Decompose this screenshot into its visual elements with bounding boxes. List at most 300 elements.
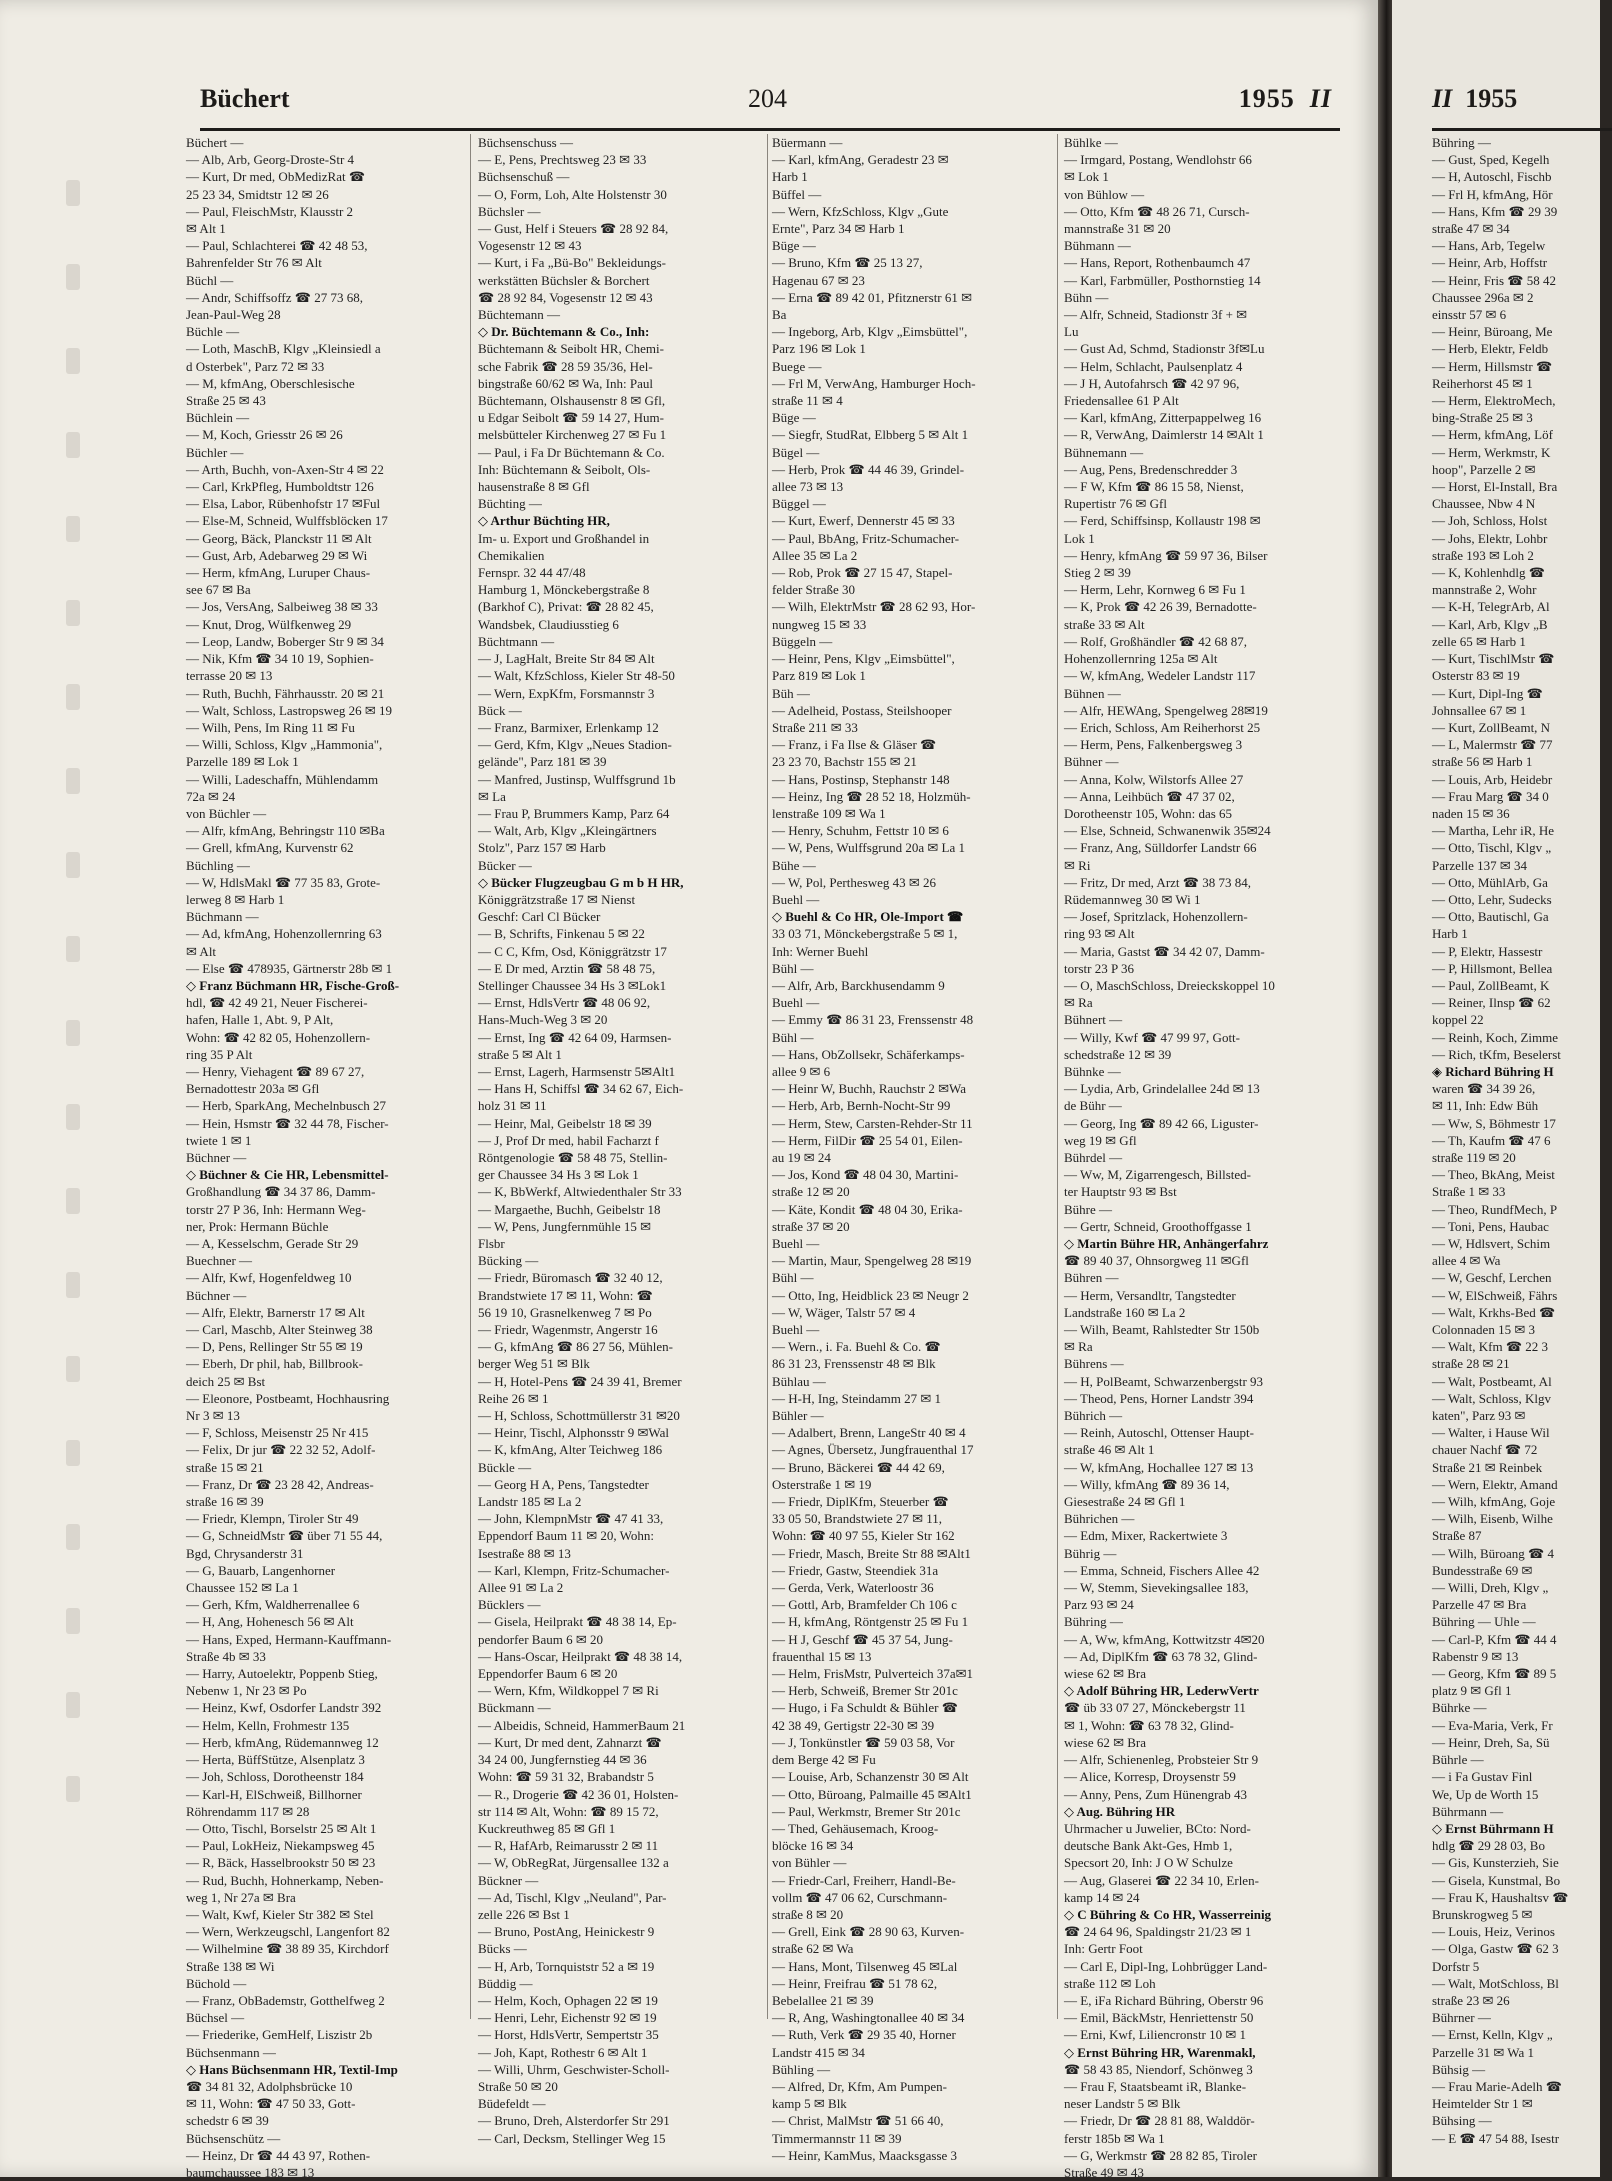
directory-entry-line: von Bühlow — bbox=[1064, 186, 1145, 202]
header-volume: II bbox=[1309, 84, 1332, 113]
directory-entry-line: — Jos, VersAng, Salbeiweg 38 ✉ 33 bbox=[186, 599, 378, 615]
directory-entry-line: Landstraße 160 ✉ La 2 bbox=[1064, 1304, 1186, 1320]
directory-entry-line: twiete 1 ✉ 1 bbox=[186, 1132, 252, 1148]
directory-entry-line: — A, Ww, kfmAng, Kottwitzstr 4✉20 bbox=[1064, 1631, 1265, 1647]
directory-entry-line: straße 62 ✉ Wa bbox=[772, 1941, 854, 1957]
directory-entry-line: — Ad, DiplKfm ☎ 63 78 32, Glind- bbox=[1064, 1648, 1258, 1664]
directory-entry-line: — Grell, Eink ☎ 28 90 63, Kurven- bbox=[772, 1924, 965, 1940]
directory-entry-line: — R, Ang, Washingtonallee 40 ✉ 34 bbox=[772, 2010, 965, 2026]
directory-entry-line: — Gerd, Kfm, Klgv „Neues Stadion- bbox=[478, 737, 672, 753]
directory-entry-line: Colonnaden 15 ✉ 3 bbox=[1432, 1322, 1535, 1338]
directory-entry-line: ◇ Dr. Büchtemann & Co., Inh: bbox=[478, 324, 650, 340]
directory-entry-line: — E, iFa Richard Bühring, Oberstr 96 bbox=[1064, 1992, 1264, 2008]
column-divider bbox=[470, 134, 471, 2019]
directory-entry-line: Büffel — bbox=[772, 186, 822, 202]
directory-entry-line: — Georg, Ing ☎ 89 42 66, Liguster- bbox=[1064, 1115, 1259, 1131]
directory-entry-line: Landstr 415 ✉ 34 bbox=[772, 2044, 865, 2060]
directory-entry-line: — Kurt, Ewerf, Dennerstr 45 ✉ 33 bbox=[772, 513, 955, 529]
directory-entry-line: — Joh, Schloss, Holst bbox=[1432, 513, 1548, 529]
directory-entry-line: — Ferd, Schiffsinsp, Kollaustr 198 ✉ bbox=[1064, 513, 1261, 529]
directory-entry-line: — Frau Marie-Adelh ☎ bbox=[1432, 2078, 1562, 2094]
directory-entry-line: — Karl-H, ElSchweiß, Billhorner bbox=[186, 1786, 362, 1802]
directory-entry-line: Bühn — bbox=[1064, 289, 1109, 305]
directory-entry-line: — Karl, Farbmüller, Posthornstieg 14 bbox=[1064, 272, 1261, 288]
column-divider bbox=[1057, 134, 1058, 2019]
directory-entry-line: Hohenzollernring 125a ✉ Alt bbox=[1064, 651, 1218, 667]
directory-entry-line: Inh: Gertr Foot bbox=[1064, 1941, 1143, 1957]
directory-entry-line: — Herm, Werkmstr, K bbox=[1432, 444, 1551, 460]
directory-entry-line: — Jos, Kond ☎ 48 04 30, Martini- bbox=[772, 1167, 959, 1183]
directory-entry-line: — Gottl, Arb, Bramfelder Ch 106 c bbox=[772, 1597, 957, 1613]
directory-entry-line: straße 119 ✉ 20 bbox=[1432, 1149, 1516, 1165]
directory-entry-line: holz 31 ✉ 11 bbox=[478, 1098, 547, 1114]
directory-entry-line: — Knut, Drog, Wülfkenweg 29 bbox=[186, 616, 352, 632]
directory-entry-line: — K, kfmAng, Alter Teichweg 186 bbox=[478, 1442, 663, 1458]
directory-entry-line: — F W, Kfm ☎ 86 15 58, Nienst, bbox=[1064, 479, 1244, 495]
directory-entry-line: — Georg, Bäck, Planckstr 11 ✉ Alt bbox=[186, 530, 372, 546]
directory-entry-line: — W, Wäger, Talstr 57 ✉ 4 bbox=[772, 1304, 916, 1320]
directory-entry-line: — C C, Kfm, Osd, Königgrätzstr 17 bbox=[478, 943, 667, 959]
directory-entry-line: Wohn: ☎ 42 82 05, Hohenzollern- bbox=[186, 1029, 371, 1045]
directory-entry-line: — Herm, FilDir ☎ 25 54 01, Eilen- bbox=[772, 1132, 963, 1148]
directory-entry-line: Specsort 20, Inh: J O W Schulze bbox=[1064, 1855, 1233, 1871]
directory-entry-line: Landstr 185 ✉ La 2 bbox=[478, 1494, 582, 1510]
directory-entry-line: — Wilh, Beamt, Rahlstedter Str 150b bbox=[1064, 1322, 1260, 1338]
directory-entry-line: — Friedr, Gastw, Steendiek 31a bbox=[772, 1562, 939, 1578]
directory-entry-line: ✉ La bbox=[478, 788, 506, 804]
directory-entry-line: — Heinz, Dr ☎ 44 43 97, Rothen- bbox=[186, 2147, 371, 2163]
directory-entry-line: pendorfer Baum 6 ✉ 20 bbox=[478, 1631, 603, 1647]
directory-entry-line: Buechner — bbox=[186, 1253, 253, 1269]
directory-entry-line: einsstr 57 ✉ 6 bbox=[1432, 307, 1507, 323]
directory-entry-line: Bühl — bbox=[772, 1270, 814, 1286]
directory-entry-line: — W, kfmAng, Hochallee 127 ✉ 13 bbox=[1064, 1459, 1254, 1475]
directory-entry-line: — Siegfr, StudRat, Elbberg 5 ✉ Alt 1 bbox=[772, 427, 969, 443]
directory-entry-line: berger Weg 51 ✉ Blk bbox=[478, 1356, 590, 1372]
directory-entry-line: — Franz, Ang, Sülldorfer Landstr 66 bbox=[1064, 840, 1257, 856]
directory-entry-line: — Ernst, HdlsVertr ☎ 48 06 92, bbox=[478, 995, 651, 1011]
directory-entry-line: Bühren — bbox=[1064, 1270, 1119, 1286]
directory-entry-line: — Herm, Lehr, Kornweg 6 ✉ Fu 1 bbox=[1064, 582, 1246, 598]
directory-entry-line: — Alfr, Schienenleg, Probsteier Str 9 bbox=[1064, 1752, 1259, 1768]
directory-entry-line: — W, Pol, Perthesweg 43 ✉ 26 bbox=[772, 874, 937, 890]
directory-entry-line: straße 193 ✉ Loh 2 bbox=[1432, 547, 1534, 563]
directory-entry-line: — H, kfmAng, Röntgenstr 25 ✉ Fu 1 bbox=[772, 1614, 969, 1630]
directory-entry-line: nungweg 15 ✉ 33 bbox=[772, 616, 867, 632]
directory-entry-line: Bühnemann — bbox=[1064, 444, 1144, 460]
directory-entry-line: Osterstr 83 ✉ 19 bbox=[1432, 668, 1520, 684]
directory-entry-line: ✉ Alt 1 bbox=[186, 221, 226, 237]
directory-entry-line: Büchsler — bbox=[478, 203, 541, 219]
directory-entry-line: — Gerh, Kfm, Waldherrenallee 6 bbox=[186, 1597, 360, 1613]
directory-entry-line: — Alfr, Elektr, Barnerstr 17 ✉ Alt bbox=[186, 1304, 365, 1320]
directory-entry-line: straße 46 ✉ Alt 1 bbox=[1064, 1442, 1155, 1458]
directory-entry-line: — Wern, KfzSchloss, Klgv „Gute bbox=[772, 203, 949, 219]
directory-entry-line: ✉ Ra bbox=[1064, 1339, 1093, 1355]
directory-entry-line: — Hans, Kfm ☎ 29 39 bbox=[1432, 203, 1558, 219]
directory-entry-line: — Ww, M, Zigarrengesch, Billsted- bbox=[1064, 1167, 1252, 1183]
directory-entry-line: weg 19 ✉ Gfl bbox=[1064, 1132, 1137, 1148]
directory-entry-line: — Kurt, TischlMstr ☎ bbox=[1432, 651, 1555, 667]
directory-entry-line: Bührdel — bbox=[1064, 1149, 1123, 1165]
directory-entry-line: Vogesenstr 12 ✉ 43 bbox=[478, 238, 582, 254]
directory-entry-line: — J, Prof Dr med, habil Facharzt f bbox=[478, 1132, 659, 1148]
directory-entry-line: Büchtmann — bbox=[478, 633, 555, 649]
directory-entry-line: — Louis, Heiz, Verinos bbox=[1432, 1924, 1555, 1940]
directory-entry-line: — Henry, Schuhm, Fettstr 10 ✉ 6 bbox=[772, 823, 949, 839]
directory-entry-line: — Paul, i Fa Dr Büchtemann & Co. bbox=[478, 444, 665, 460]
directory-entry-line: — Hugo, i Fa Schuldt & Bühler ☎ bbox=[772, 1700, 958, 1716]
directory-entry-line: — Walter, i Hause Wil bbox=[1432, 1425, 1550, 1441]
directory-entry-line: — Heinr, Mal, Geibelstr 18 ✉ 39 bbox=[478, 1115, 652, 1131]
directory-entry-line: Bückner — bbox=[478, 1872, 539, 1888]
directory-entry-line: — Bruno, Bäckerei ☎ 44 42 69, bbox=[772, 1459, 945, 1475]
directory-entry-line: — Hans, Postinsp, Stephanstr 148 bbox=[772, 771, 950, 787]
directory-entry-line: Harb 1 bbox=[772, 169, 808, 185]
directory-entry-line: Bührmann — bbox=[1432, 1803, 1504, 1819]
directory-entry-line: kamp 14 ✉ 24 bbox=[1064, 1889, 1140, 1905]
directory-entry-line: Stieg 2 ✉ 39 bbox=[1064, 565, 1131, 581]
directory-entry-line: — M, kfmAng, Oberschlesische bbox=[186, 375, 355, 391]
directory-entry-line: ☎ 58 43 85, Niendorf, Schönweg 3 bbox=[1064, 2061, 1253, 2077]
directory-entry-line: — Th, Kaufm ☎ 47 6 bbox=[1432, 1132, 1551, 1148]
directory-entry-line: Im- u. Export und Großhandel in bbox=[478, 530, 650, 546]
directory-entry-line: frauenthal 15 ✉ 13 bbox=[772, 1648, 872, 1664]
directory-entry-line: ✉ Ri bbox=[1064, 857, 1091, 873]
directory-entry-line: — Gust, Arb, Adebarweg 29 ✉ Wi bbox=[186, 547, 368, 563]
directory-entry-line: — W, HdlsMakl ☎ 77 35 83, Grote- bbox=[186, 874, 381, 890]
directory-entry-line: Straße 211 ✉ 33 bbox=[772, 719, 858, 735]
directory-entry-line: — Alice, Korresp, Droysenstr 59 bbox=[1064, 1769, 1236, 1785]
right-page-column bbox=[1432, 134, 1600, 2146]
directory-entry-line: straße 37 ✉ 20 bbox=[772, 1218, 850, 1234]
directory-entry-line: ◇ Arthur Büchting HR, bbox=[478, 513, 610, 529]
directory-entry-line: Parzelle 31 ✉ Wa 1 bbox=[1432, 2044, 1535, 2060]
directory-entry-line: hdl, ☎ 42 49 21, Neuer Fischerei- bbox=[186, 995, 368, 1011]
directory-entry-line: koppel 22 bbox=[1432, 1012, 1484, 1028]
directory-entry-line: Straße 4b ✉ 33 bbox=[186, 1648, 266, 1664]
directory-entry-line: — D, Pens, Rellinger Str 55 ✉ 19 bbox=[186, 1339, 363, 1355]
directory-entry-line: Hans-Much-Weg 3 ✉ 20 bbox=[478, 1012, 608, 1028]
directory-entry-line: — W, Pens, Wulffsgrund 20a ✉ La 1 bbox=[772, 840, 965, 856]
directory-entry-line: — Rud, Buchh, Hohnerkamp, Neben- bbox=[186, 1872, 384, 1888]
directory-entry-line: ◇ Büchner & Cie HR, Lebensmittel- bbox=[186, 1167, 389, 1183]
directory-entry-line: Bernadottestr 203a ✉ Gfl bbox=[186, 1081, 320, 1097]
directory-entry-line: — Helm, Koch, Ophagen 22 ✉ 19 bbox=[478, 1992, 658, 2008]
directory-entry-line: Büchsenschuß — bbox=[478, 169, 570, 185]
directory-entry-line: — Walt, Arb, Klgv „Kleingärtners bbox=[478, 823, 657, 839]
directory-entry-line: — L, Malermstr ☎ 77 bbox=[1432, 737, 1553, 753]
directory-entry-line: Parzelle 47 ✉ Bra bbox=[1432, 1597, 1527, 1613]
directory-entry-line: — Aug, Glaserei ☎ 22 34 10, Erlen- bbox=[1064, 1872, 1259, 1888]
directory-entry-line: — Karl, Klempn, Fritz-Schumacher- bbox=[478, 1562, 670, 1578]
directory-entry-line: — Paul, LokHeiz, Niekampsweg 45 bbox=[186, 1838, 375, 1854]
directory-entry-line: Wandsbek, Claudiusstieg 6 bbox=[478, 616, 619, 632]
directory-entry-line: ◇ Ernst Bühring HR, Warenmakl, bbox=[1064, 2044, 1256, 2060]
directory-entry-line: — Kurt, Dr med, ObMedizRat ☎ bbox=[186, 169, 366, 185]
page-header bbox=[200, 84, 1340, 131]
directory-entry-line: Geschf: Carl Cl Bücker bbox=[478, 909, 601, 925]
directory-entry-line: — Paul, Werkmstr, Bremer Str 201c bbox=[772, 1803, 961, 1819]
directory-entry-line: — Ww, S, Böhmestr 17 bbox=[1432, 1115, 1556, 1131]
directory-entry-line: — Wern, Elektr, Amand bbox=[1432, 1476, 1558, 1492]
directory-entry-line: Bühler — bbox=[772, 1408, 824, 1424]
directory-entry-line: — H, Schloss, Schottmüllerstr 31 ✉20 bbox=[478, 1408, 680, 1424]
directory-entry-line: — H, PolBeamt, Schwarzenbergstr 93 bbox=[1064, 1373, 1264, 1389]
directory-entry-line: — Herb, Schweiß, Bremer Str 201c bbox=[772, 1683, 958, 1699]
directory-entry-line: ◈ Richard Bühring H bbox=[1432, 1063, 1554, 1079]
directory-entry-line: wiese 62 ✉ Bra bbox=[1064, 1734, 1147, 1750]
directory-entry-line: — Harry, Autoelektr, Poppenb Stieg, bbox=[186, 1666, 378, 1682]
directory-entry-line: au 19 ✉ 24 bbox=[772, 1149, 831, 1165]
directory-entry-line: 86 31 23, Frenssenstr 48 ✉ Blk bbox=[772, 1356, 936, 1372]
directory-entry-line: katen", Parz 93 ✉ bbox=[1432, 1408, 1526, 1424]
directory-entry-line: zelle 226 ✉ Bst 1 bbox=[478, 1906, 570, 1922]
directory-entry-line: Allee 91 ✉ La 2 bbox=[478, 1580, 564, 1596]
directory-entry-line: — Bruno, Dreh, Alsterdorfer Str 291 bbox=[478, 2113, 670, 2129]
directory-entry-line: — Franz, Dr ☎ 23 28 42, Andreas- bbox=[186, 1476, 374, 1492]
directory-entry-line: ✉ Ra bbox=[1064, 995, 1093, 1011]
directory-entry-line: — K, BbWerkf, Altwiedenthaler Str 33 bbox=[478, 1184, 682, 1200]
directory-entry-line: — Andr, Schiffsoffz ☎ 27 73 68, bbox=[186, 289, 363, 305]
directory-entry-line: Hamburg 1, Mönckebergstraße 8 bbox=[478, 582, 650, 598]
directory-entry-line: — Gertr, Schneid, Groothoffgasse 1 bbox=[1064, 1218, 1252, 1234]
directory-entry-line: dem Berge 42 ✉ Fu bbox=[772, 1752, 876, 1768]
directory-entry-line: — G, Werkmstr ☎ 28 82 85, Tiroler bbox=[1064, 2147, 1257, 2163]
directory-entry-line: — Otto, Lehr, Sudecks bbox=[1432, 891, 1552, 907]
directory-entry-line: zelle 65 ✉ Harb 1 bbox=[1432, 633, 1526, 649]
directory-entry-line: Buehl — bbox=[772, 1236, 820, 1251]
directory-entry-line: ◇ Ernst Bührmann H bbox=[1432, 1820, 1554, 1836]
directory-entry-line: — Martha, Lehr iR, He bbox=[1432, 823, 1555, 839]
directory-entry-line: — W, kfmAng, Wedeler Landstr 117 bbox=[1064, 668, 1256, 684]
directory-entry-line: — Karl, kfmAng, Zitterpappelweg 16 bbox=[1064, 410, 1262, 426]
directory-entry-line: — Friedr-Carl, Freiherr, Handl-Be- bbox=[772, 1872, 956, 1888]
directory-entry-line: Eppendorf Baum 11 ✉ 20, Wohn: bbox=[478, 1528, 654, 1544]
directory-entry-line: Büddig — bbox=[478, 1975, 533, 1991]
directory-entry-line: ◇ Buehl & Co HR, Ole-Import ☎ bbox=[772, 909, 964, 925]
directory-entry-line: Bührichen — bbox=[1064, 1511, 1135, 1527]
directory-entry-line: — Hans, Mont, Tilsenweg 45 ✉Lal bbox=[772, 1958, 958, 1974]
directory-entry-line: Brandstwiete 17 ✉ 11, Wohn: ☎ bbox=[478, 1287, 653, 1303]
directory-entry-line: — Kurt, ZollBeamt, N bbox=[1432, 719, 1551, 735]
directory-entry-line: 33 03 71, Mönckebergstraße 5 ✉ 1, bbox=[772, 926, 958, 942]
directory-entry-line: — K, Kohlenhdlg ☎ bbox=[1432, 565, 1545, 581]
directory-entry-line: baumchaussee 183 ✉ 13 bbox=[186, 2164, 315, 2180]
directory-entry-line: — Paul, ZollBeamt, K bbox=[1432, 977, 1550, 993]
directory-entry-line: — Herb, Prok ☎ 44 46 39, Grindel- bbox=[772, 461, 965, 477]
page-number: 204 bbox=[748, 84, 787, 113]
directory-entry-line: Büh — bbox=[772, 685, 810, 701]
directory-entry-line: ☎ 34 81 32, Adolphsbrücke 10 bbox=[186, 2078, 353, 2094]
right-page bbox=[1392, 0, 1600, 2177]
directory-entry-line: — Christ, MalMstr ☎ 51 66 40, bbox=[772, 2113, 944, 2129]
directory-entry-line: Wohn: ☎ 40 97 55, Kieler Str 162 bbox=[772, 1528, 955, 1544]
directory-entry-line: Bücks — bbox=[478, 1941, 527, 1957]
directory-entry-line: — Wilh, kfmAng, Goje bbox=[1432, 1494, 1556, 1510]
directory-entry-line: Inh: Werner Buehl bbox=[772, 943, 869, 959]
directory-entry-line: — Rob, Prok ☎ 27 15 47, Stapel- bbox=[772, 565, 953, 581]
directory-entry-line: wiese 62 ✉ Bra bbox=[1064, 1666, 1147, 1682]
directory-entry-line: Bühring — bbox=[1432, 135, 1491, 150]
directory-entry-line: allee 4 ✉ Wa bbox=[1432, 1253, 1501, 1269]
directory-entry-line: — Otto, Bautischl, Ga bbox=[1432, 909, 1549, 925]
directory-entry-line: — Hans, Report, Rothenbaumch 47 bbox=[1064, 255, 1251, 271]
directory-entry-line: Buehl — bbox=[772, 995, 820, 1011]
directory-entry-line: Büchold — bbox=[186, 1975, 247, 1991]
directory-entry-line: — E ☎ 47 54 88, Isestr bbox=[1432, 2130, 1560, 2146]
directory-entry-line: — Gisela, Heilprakt ☎ 48 38 14, Ep- bbox=[478, 1614, 677, 1630]
directory-entry-line: Bundesstraße 69 ✉ bbox=[1432, 1562, 1533, 1578]
directory-entry-line: lenstraße 109 ✉ Wa 1 bbox=[772, 805, 886, 821]
directory-entry-line: Fernspr. 32 44 47/48 bbox=[478, 565, 586, 581]
directory-entry-line: — F, Schloss, Meisenstr 25 Nr 415 bbox=[186, 1425, 369, 1441]
directory-entry-line: — Agnes, Übersetz, Jungfrauenthal 17 bbox=[772, 1442, 974, 1458]
directory-entry-line: — Emma, Schneid, Fischers Allee 42 bbox=[1064, 1562, 1260, 1578]
directory-entry-line: Nebenw 1, Nr 23 ✉ Po bbox=[186, 1683, 307, 1699]
directory-entry-line: ◇ Bücker Flugzeugbau G m b H HR, bbox=[478, 874, 684, 890]
directory-entry-line: Bührle — bbox=[1432, 1752, 1484, 1768]
directory-entry-line: — Horst, El-Install, Bra bbox=[1432, 479, 1558, 495]
directory-entry-line: — Käte, Kondit ☎ 48 04 30, Erika- bbox=[772, 1201, 963, 1217]
directory-entry-line: Büchsenschuss — bbox=[478, 135, 573, 150]
directory-entry-line: Straße 25 ✉ 43 bbox=[186, 393, 266, 409]
directory-entry-line: — Erich, Schloss, Am Reiherhorst 25 bbox=[1064, 719, 1261, 735]
directory-entry-line: — Ingeborg, Arb, Klgv „Eimsbüttel", bbox=[772, 324, 968, 340]
directory-entry-line: — J, LagHalt, Breite Str 84 ✉ Alt bbox=[478, 651, 655, 667]
directory-entry-line: — Lydia, Arb, Grindelallee 24d ✉ 13 bbox=[1064, 1081, 1260, 1097]
directory-entry-line: — Paul, Schlachterei ☎ 42 48 53, bbox=[186, 238, 368, 254]
directory-entry-line: — Friedr, Klempn, Tiroler Str 49 bbox=[186, 1511, 359, 1527]
directory-entry-line: ✉ Lok 1 bbox=[1064, 169, 1109, 185]
directory-entry-line: — Joh, Kapt, Rothestr 6 ✉ Alt 1 bbox=[478, 2044, 648, 2060]
directory-entry-line: — Maria, Gastst ☎ 34 42 07, Damm- bbox=[1064, 943, 1265, 959]
directory-entry-line: — Gerda, Verk, Waterloostr 36 bbox=[772, 1580, 934, 1596]
directory-entry-line: Parzelle 189 ✉ Lok 1 bbox=[186, 754, 299, 770]
directory-entry-line: — Heinr W, Buchh, Rauchstr 2 ✉Wa bbox=[772, 1081, 966, 1097]
directory-entry-line: — Walt, KfzSchloss, Kieler Str 48-50 bbox=[478, 668, 675, 684]
directory-entry-line: ✉ 11, Inh: Edw Büh bbox=[1432, 1098, 1539, 1114]
directory-entry-line: felder Straße 30 bbox=[772, 582, 856, 598]
directory-entry-line: — Theo, BkAng, Meist bbox=[1432, 1167, 1555, 1183]
directory-entry-line: — Louis, Arb, Heidebr bbox=[1432, 771, 1553, 787]
directory-entry-line: Bührig — bbox=[1064, 1545, 1117, 1561]
directory-entry-line: — Ruth, Buchh, Fährhausstr. 20 ✉ 21 bbox=[186, 685, 385, 701]
directory-entry-line: Straße 87 bbox=[1432, 1528, 1482, 1544]
directory-entry-line: — Henry, kfmAng ☎ 59 97 36, Bilser bbox=[1064, 547, 1268, 563]
directory-entry-line: — H-H, Ing, Steindamm 27 ✉ 1 bbox=[772, 1390, 942, 1406]
directory-entry-line: — M, Koch, Griesstr 26 ✉ 26 bbox=[186, 427, 343, 443]
directory-entry-line: — Wilhelmine ☎ 38 89 35, Kirchdorf bbox=[186, 1941, 389, 1957]
directory-entry-line: — Otto, Tischl, Klgv „ bbox=[1432, 840, 1552, 856]
directory-entry-line: Bühsig — bbox=[1432, 2061, 1486, 2077]
directory-entry-line: — K, Prok ☎ 42 26 39, Bernadotte- bbox=[1064, 599, 1257, 615]
directory-entry-line: — Rich, tKfm, Beselerst bbox=[1432, 1046, 1561, 1062]
directory-entry-line: Inh: Büchtemann & Seibolt, Ols- bbox=[478, 461, 651, 477]
directory-entry-line: — Willy, kfmAng ☎ 89 36 14, bbox=[1064, 1476, 1230, 1492]
directory-entry-line: — H J, Geschf ☎ 45 37 54, Jung- bbox=[772, 1631, 953, 1647]
directory-entry-line: — Gisela, Kunstmal, Bo bbox=[1432, 1872, 1561, 1888]
directory-entry-line: — Walt, Schloss, Lastropsweg 26 ✉ 19 bbox=[186, 702, 393, 718]
directory-entry-line: — Alfred, Dr, Kfm, Am Pumpen- bbox=[772, 2078, 947, 2094]
directory-entry-line: Bührich — bbox=[1064, 1408, 1123, 1424]
directory-entry-line: — Wern, Werkzeugschl, Langenfort 82 bbox=[186, 1924, 390, 1940]
page-edge-marks bbox=[66, 180, 86, 1830]
directory-entry-line: — Friedr, Wagenmstr, Angerstr 16 bbox=[478, 1322, 658, 1338]
directory-entry-line: Bück — bbox=[478, 702, 522, 718]
directory-entry-line: — Ad, Tischl, Klgv „Neuland", Par- bbox=[478, 1889, 667, 1905]
directory-entry-line: — W, Geschf, Lerchen bbox=[1432, 1270, 1552, 1286]
directory-entry-line: — A, Kesselschm, Gerade Str 29 bbox=[186, 1236, 359, 1251]
directory-entry-line: Straße 138 ✉ Wi bbox=[186, 1958, 275, 1974]
directory-entry-line: — R, Bäck, Hasselbrookstr 50 ✉ 23 bbox=[186, 1855, 376, 1871]
directory-entry-line: straße 28 ✉ 21 bbox=[1432, 1356, 1510, 1372]
directory-entry-line: lerweg 8 ✉ Harb 1 bbox=[186, 891, 285, 907]
running-head: Büchert bbox=[200, 84, 290, 113]
directory-entry-line: Bühlke — bbox=[1064, 135, 1118, 150]
directory-entry-line: ger Chaussee 34 Hs 3 ✉ Lok 1 bbox=[478, 1167, 639, 1183]
directory-entry-line: — Alb, Arb, Georg-Droste-Str 4 bbox=[186, 152, 355, 168]
directory-entry-line: — Heinr, Pens, Klgv „Eimsbüttel", bbox=[772, 651, 955, 667]
directory-entry-line: — W, ObRegRat, Jürgensallee 132 a bbox=[478, 1855, 669, 1871]
directory-entry-line: — Eleonore, Postbeamt, Hochhausring bbox=[186, 1390, 390, 1406]
directory-entry-line: Straße 50 ✉ 20 bbox=[478, 2078, 558, 2094]
directory-entry-line: Rabenstr 9 ✉ 13 bbox=[1432, 1648, 1519, 1664]
directory-entry-line: — John, KlempnMstr ☎ 47 41 33, bbox=[478, 1511, 664, 1527]
directory-entry-line: Stolz", Parz 157 ✉ Harb bbox=[478, 840, 606, 856]
directory-entry-line: — Gis, Kunsterzieh, Sie bbox=[1432, 1855, 1559, 1871]
directory-entry-line: chauer Nachf ☎ 72 bbox=[1432, 1442, 1538, 1458]
directory-entry-line: Büchtemann & Seibolt HR, Chemi- bbox=[478, 341, 664, 357]
directory-entry-line: — Elsa, Labor, Rübenhofstr 17 ✉Ful bbox=[186, 496, 381, 512]
directory-column-4 bbox=[1064, 134, 1346, 2180]
directory-entry-line: Buehl — bbox=[772, 891, 820, 907]
directory-entry-line: Allee 35 ✉ La 2 bbox=[772, 547, 858, 563]
directory-entry-line: Stellinger Chaussee 34 Hs 3 ✉Lok1 bbox=[478, 977, 667, 993]
directory-entry-line: — W, Hdlsvert, Schim bbox=[1432, 1236, 1551, 1251]
directory-entry-line: sche Fabrik ☎ 28 59 35/36, Hel- bbox=[478, 358, 653, 374]
directory-entry-line: deutsche Bank Akt-Ges, Hmb 1, bbox=[1064, 1838, 1233, 1854]
directory-entry-line: — Henri, Lehr, Eichenstr 92 ✉ 19 bbox=[478, 2010, 657, 2026]
directory-entry-line: platz 9 ✉ Gfl 1 bbox=[1432, 1683, 1512, 1699]
directory-entry-line: — Heinr, Freifrau ☎ 51 78 62, bbox=[772, 1975, 938, 1991]
directory-entry-line: ring 35 P Alt bbox=[186, 1046, 253, 1062]
directory-entry-line: — Nik, Kfm ☎ 34 10 19, Sophien- bbox=[186, 651, 374, 667]
directory-entry-line: Büchling — bbox=[186, 857, 250, 873]
directory-entry-line: — Friedr, Masch, Breite Str 88 ✉Alt1 bbox=[772, 1545, 971, 1561]
directory-entry-line: Heimtelder Str 1 ✉ bbox=[1432, 2096, 1533, 2112]
directory-entry-line: Bühring — Uhle — bbox=[1432, 1614, 1536, 1630]
directory-entry-line: see 67 ✉ Ba bbox=[186, 582, 251, 598]
directory-entry-line: Bührke — bbox=[1432, 1700, 1487, 1716]
directory-entry-line: — Karl, kfmAng, Geradestr 23 ✉ bbox=[772, 152, 949, 168]
directory-entry-line: Büchl — bbox=[186, 272, 234, 288]
directory-entry-line: — Martin, Maur, Spengelweg 28 ✉19 bbox=[772, 1253, 972, 1269]
directory-entry-line: 33 05 50, Brandstwiete 27 ✉ 11, bbox=[772, 1511, 943, 1527]
directory-entry-line: Rüdemannweg 30 ✉ Wi 1 bbox=[1064, 891, 1201, 907]
directory-entry-line: Büggel — bbox=[772, 496, 826, 512]
directory-entry-line: ☎ üb 33 07 27, Mönckebergstr 11 bbox=[1064, 1700, 1246, 1716]
directory-entry-line: ◇ Martin Bühre HR, Anhängerfahrz bbox=[1064, 1236, 1269, 1251]
directory-entry-line: — Carl E, Dipl-Ing, Lohbrügger Land- bbox=[1064, 1958, 1268, 1974]
directory-entry-line: deich 25 ✉ Bst bbox=[186, 1373, 266, 1389]
directory-entry-line: Büge — bbox=[772, 410, 816, 426]
directory-entry-line: Parz 196 ✉ Lok 1 bbox=[772, 341, 866, 357]
directory-entry-line: Büermann — bbox=[772, 135, 843, 150]
directory-entry-line: — Ruth, Verk ☎ 29 35 40, Horner bbox=[772, 2027, 956, 2043]
directory-entry-line: Bühsing — bbox=[1432, 2113, 1492, 2129]
directory-entry-line: ✉ 11, Wohn: ☎ 47 50 33, Gott- bbox=[186, 2096, 356, 2112]
